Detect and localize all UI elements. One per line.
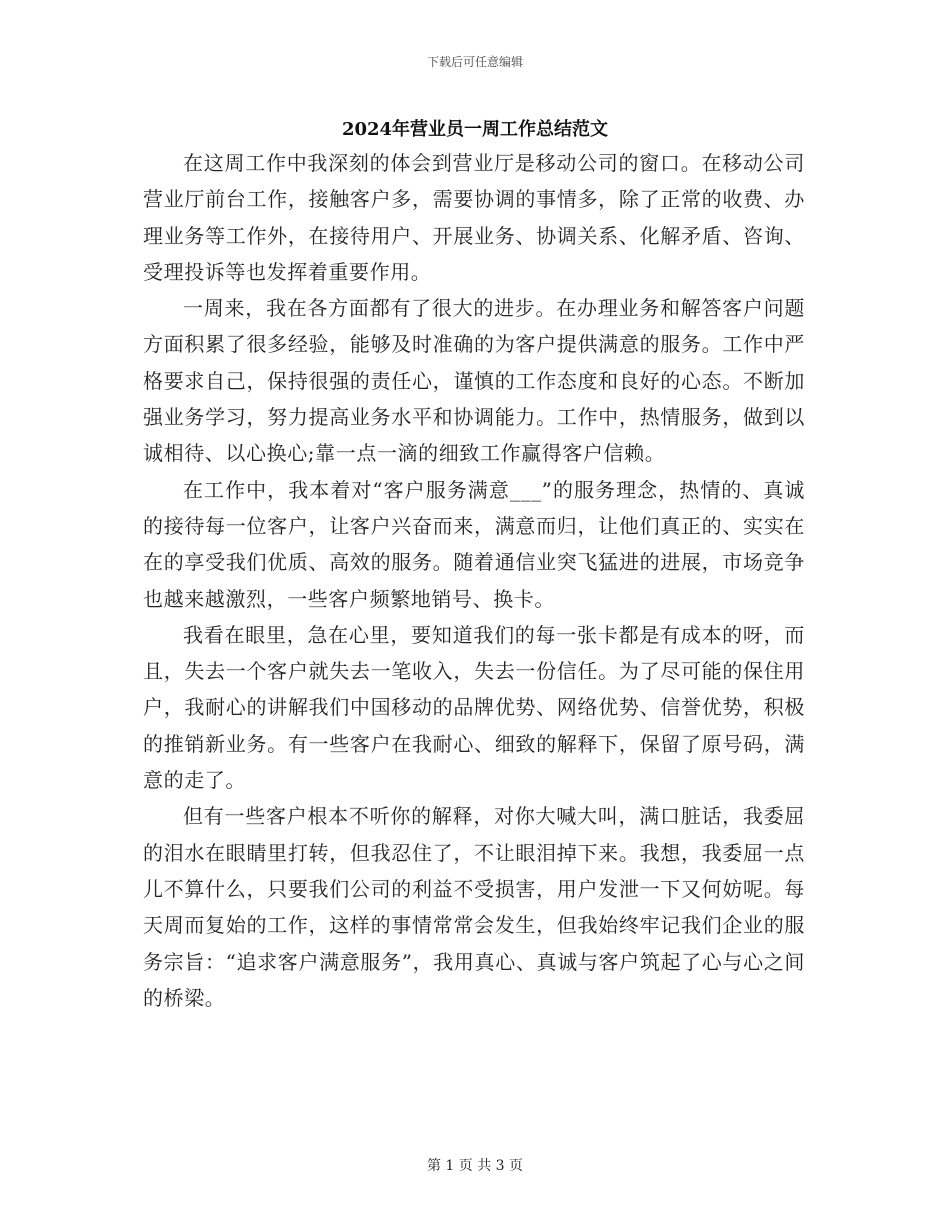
body-paragraph: 但有一些客户根本不听你的解释，对你大喊大叫，满口脏话，我委屈的泪水在眼睛里打转，但我忍住了，不让眼泪掉下来。我想，我委屈一点儿不算什么，只要我们公司的利益不受损害，用户发泄一下又何妨呢。每天周而复始的工作，这样的事情常常会发生，但我始终牢记我们企业的服务宗旨：“追求客户满意服务”，我用真心、真诚与客户筑起了心与心之间的桥梁。 [143, 804, 805, 1010]
body-paragraph: 一周来，我在各方面都有了很大的进步。在办理业务和解答客户问题方面积累了很多经验，能够及时准确的为客户提供满意的服务。工作中严格要求自己，保持很强的责任心，谨慎的工作态度和良好的心态。不断加强业务学习，努力提高业务水平和协调能力。工作中，热情服务，做到以诚相待、以心换心;靠一点一滴的细致工作赢得客户信赖。 [143, 296, 805, 466]
document-body [143, 145, 805, 1016]
body-paragraph: 我看在眼里，急在心里，要知道我们的每一张卡都是有成本的呀，而且，失去一个客户就失去一笔收入，失去一份信任。为了尽可能的保住用户，我耐心的讲解我们中国移动的品牌优势、网络优势、信誉优势，积极的推销新业务。有一些客户在我耐心、细致的解释下，保留了原号码，满意的走了。 [143, 622, 805, 793]
document-title: 2024年营业员一周工作总结范文 [341, 119, 609, 140]
body-paragraph: 在这周工作中我深刻的体会到营业厅是移动公司的窗口。在移动公司营业厅前台工作，接触客户多，需要协调的事情多，除了正常的收费、办理业务等工作外，在接待用户、开展业务、协调关系、化解矛盾、咨询、受理投诉等也发挥着重要作用。 [143, 151, 805, 284]
body-paragraph: 在工作中，我本着对“客户服务满意___”的服务理念，热情的、真诚的接待每一位客户，让客户兴奋而来，满意而归，让他们真正的、实实在在的享受我们优质、高效的服务。随着通信业突飞猛进的进展，市场竞争也越来越激烈，一些客户频繁地销号、换卡。 [143, 477, 805, 611]
page-header-note: 下载后可任意编辑 [426, 55, 523, 69]
page-number-footer: 第 1 页 共 3 页 [426, 1158, 524, 1174]
